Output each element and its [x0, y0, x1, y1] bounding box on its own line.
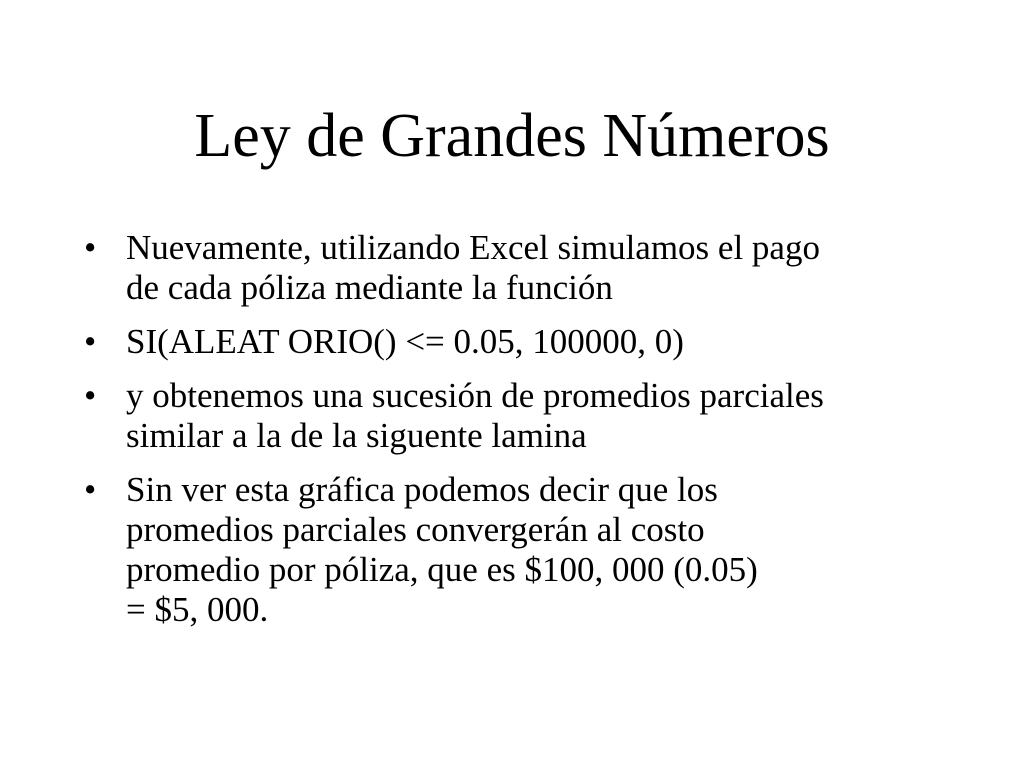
bullet-line: de cada póliza mediante la función [126, 268, 613, 307]
bullet-line: promedio por póliza, que es $100, 000 (0.05) [126, 550, 758, 589]
bullet-list [84, 228, 944, 644]
bullet-line: Sin ver esta gráfica podemos decir que los [126, 470, 718, 509]
bullet-icon: • [84, 228, 97, 267]
bullet-line: promedios parciales convergerán al costo [126, 510, 705, 549]
bullet-line: SI(ALEAT ORIO() <= 0.05, 100000, 0) [126, 322, 684, 361]
bullet-line: = $5, 000. [126, 590, 269, 629]
slide-title: Ley de Grandes Números [194, 102, 830, 170]
bullet-item [84, 322, 944, 362]
bullet-item [84, 470, 944, 630]
bullet-icon: • [84, 470, 97, 509]
bullet-item [84, 228, 944, 308]
bullet-icon: • [84, 322, 97, 361]
bullet-item [84, 376, 944, 456]
bullet-icon: • [84, 376, 97, 415]
bullet-line: y obtenemos una sucesión de promedios parciales [126, 376, 824, 415]
bullet-line: similar a la de la siguente lamina [126, 416, 587, 455]
bullet-line: Nuevamente, utilizando Excel simulamos el pago [126, 228, 820, 267]
